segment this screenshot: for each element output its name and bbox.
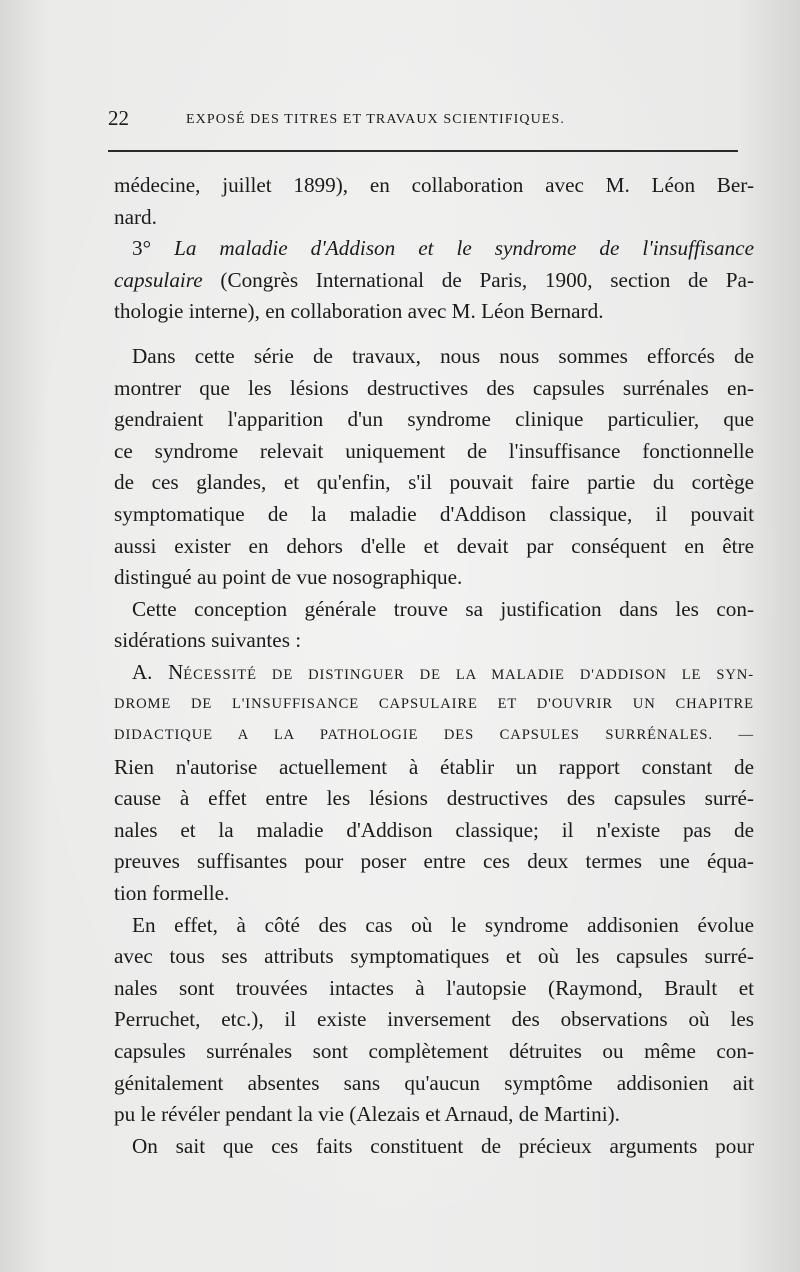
reference-title-cont: capsulaire [114,267,203,292]
body-text [114,170,754,1162]
text-line: ce syndrome relevait uniquement de l'insuffisance fonctionnelle [114,438,754,463]
text-line: de ces glandes, et qu'enfin, s'il pouvait faire partie du cortège [114,470,754,495]
section-heading-cap: A. N [132,659,184,684]
text-line: distingué au point de vue nosographique. [114,565,463,590]
section-heading-line: DIDACTIQUE A LA PATHOLOGIE DES CAPSULES SURRÉNALES. — [114,727,754,744]
page-header [108,106,738,136]
text-line [114,265,754,297]
header-rule [108,150,738,152]
text-line: thologie interne), en collaboration avec M. Léon Bernard. [114,299,604,324]
text-line: nales et la maladie d'Addison classique; il n'existe pas de [114,817,754,842]
section-heading [114,657,754,689]
text-line: tion formelle. [114,881,230,906]
text-line: montrer que les lésions destructives des capsules surrénales en- [114,375,754,400]
text-line: cause à effet entre les lésions destructives des capsules surré- [114,786,754,811]
text-line: capsules surrénales sont complètement détruites ou même con- [114,1039,754,1064]
page-number: 22 [108,106,129,130]
reference-title: La maladie d'Addison et le syndrome de l'insuffisance [174,236,754,261]
text-line: nard. [114,204,157,229]
text-line: aussi exister en dehors d'elle et devait par conséquent en être [114,533,754,558]
text-line: médecine, juillet 1899), en collaboration avec M. Léon Ber- [114,173,754,197]
section-heading-line: DROME DE L'INSUFFISANCE CAPSULAIRE ET D'OUVRIR UN CHAPITRE [114,695,754,712]
paragraph-start: On sait que ces faits constituent de précieux arguments pour [132,1133,754,1158]
text-line: Perruchet, etc.), il existe inversement des observations où les [114,1007,754,1032]
text-line: symptomatique de la maladie d'Addison classique, il pouvait [114,501,754,526]
text-line: génitalement absentes sans qu'aucun symptôme addisonien ait [114,1070,754,1095]
section-heading-text: ÉCESSITÉ DE DISTINGUER DE LA MALADIE D'ADDISON LE SYN- [183,666,754,683]
text-line: Rien n'autorise actuellement à établir un rapport constant de [114,754,754,779]
reference-number: 3° [132,236,175,261]
text-line: avec tous ses attributs symptomatiques et où les capsules surré- [114,944,754,969]
running-title: EXPOSÉ DES TITRES ET TRAVAUX SCIENTIFIQUES. [186,112,565,127]
text-line: nales sont trouvées intactes à l'autopsie (Raymond, Brault et [114,975,754,1000]
paragraph-start: Dans cette série de travaux, nous nous sommes efforcés de [132,343,754,368]
reference-item-3 [114,233,754,265]
reference-details: (Congrès International de Paris, 1900, section de Pa- [202,267,754,292]
text-line: sidérations suivantes : [114,628,302,653]
text-line: pu le révéler pendant la vie (Alezais et Arnaud, de Martini). [114,1102,620,1127]
text-line: preuves suffisantes pour poser entre ces deux termes une équa- [114,849,754,874]
text-line: gendraient l'apparition d'un syndrome clinique particulier, que [114,407,754,432]
paragraph-gap [114,328,754,341]
paragraph-start: Cette conception générale trouve sa justification dans les con- [132,596,754,621]
paragraph-start: En effet, à côté des cas où le syndrome addisonien évolue [132,912,754,937]
